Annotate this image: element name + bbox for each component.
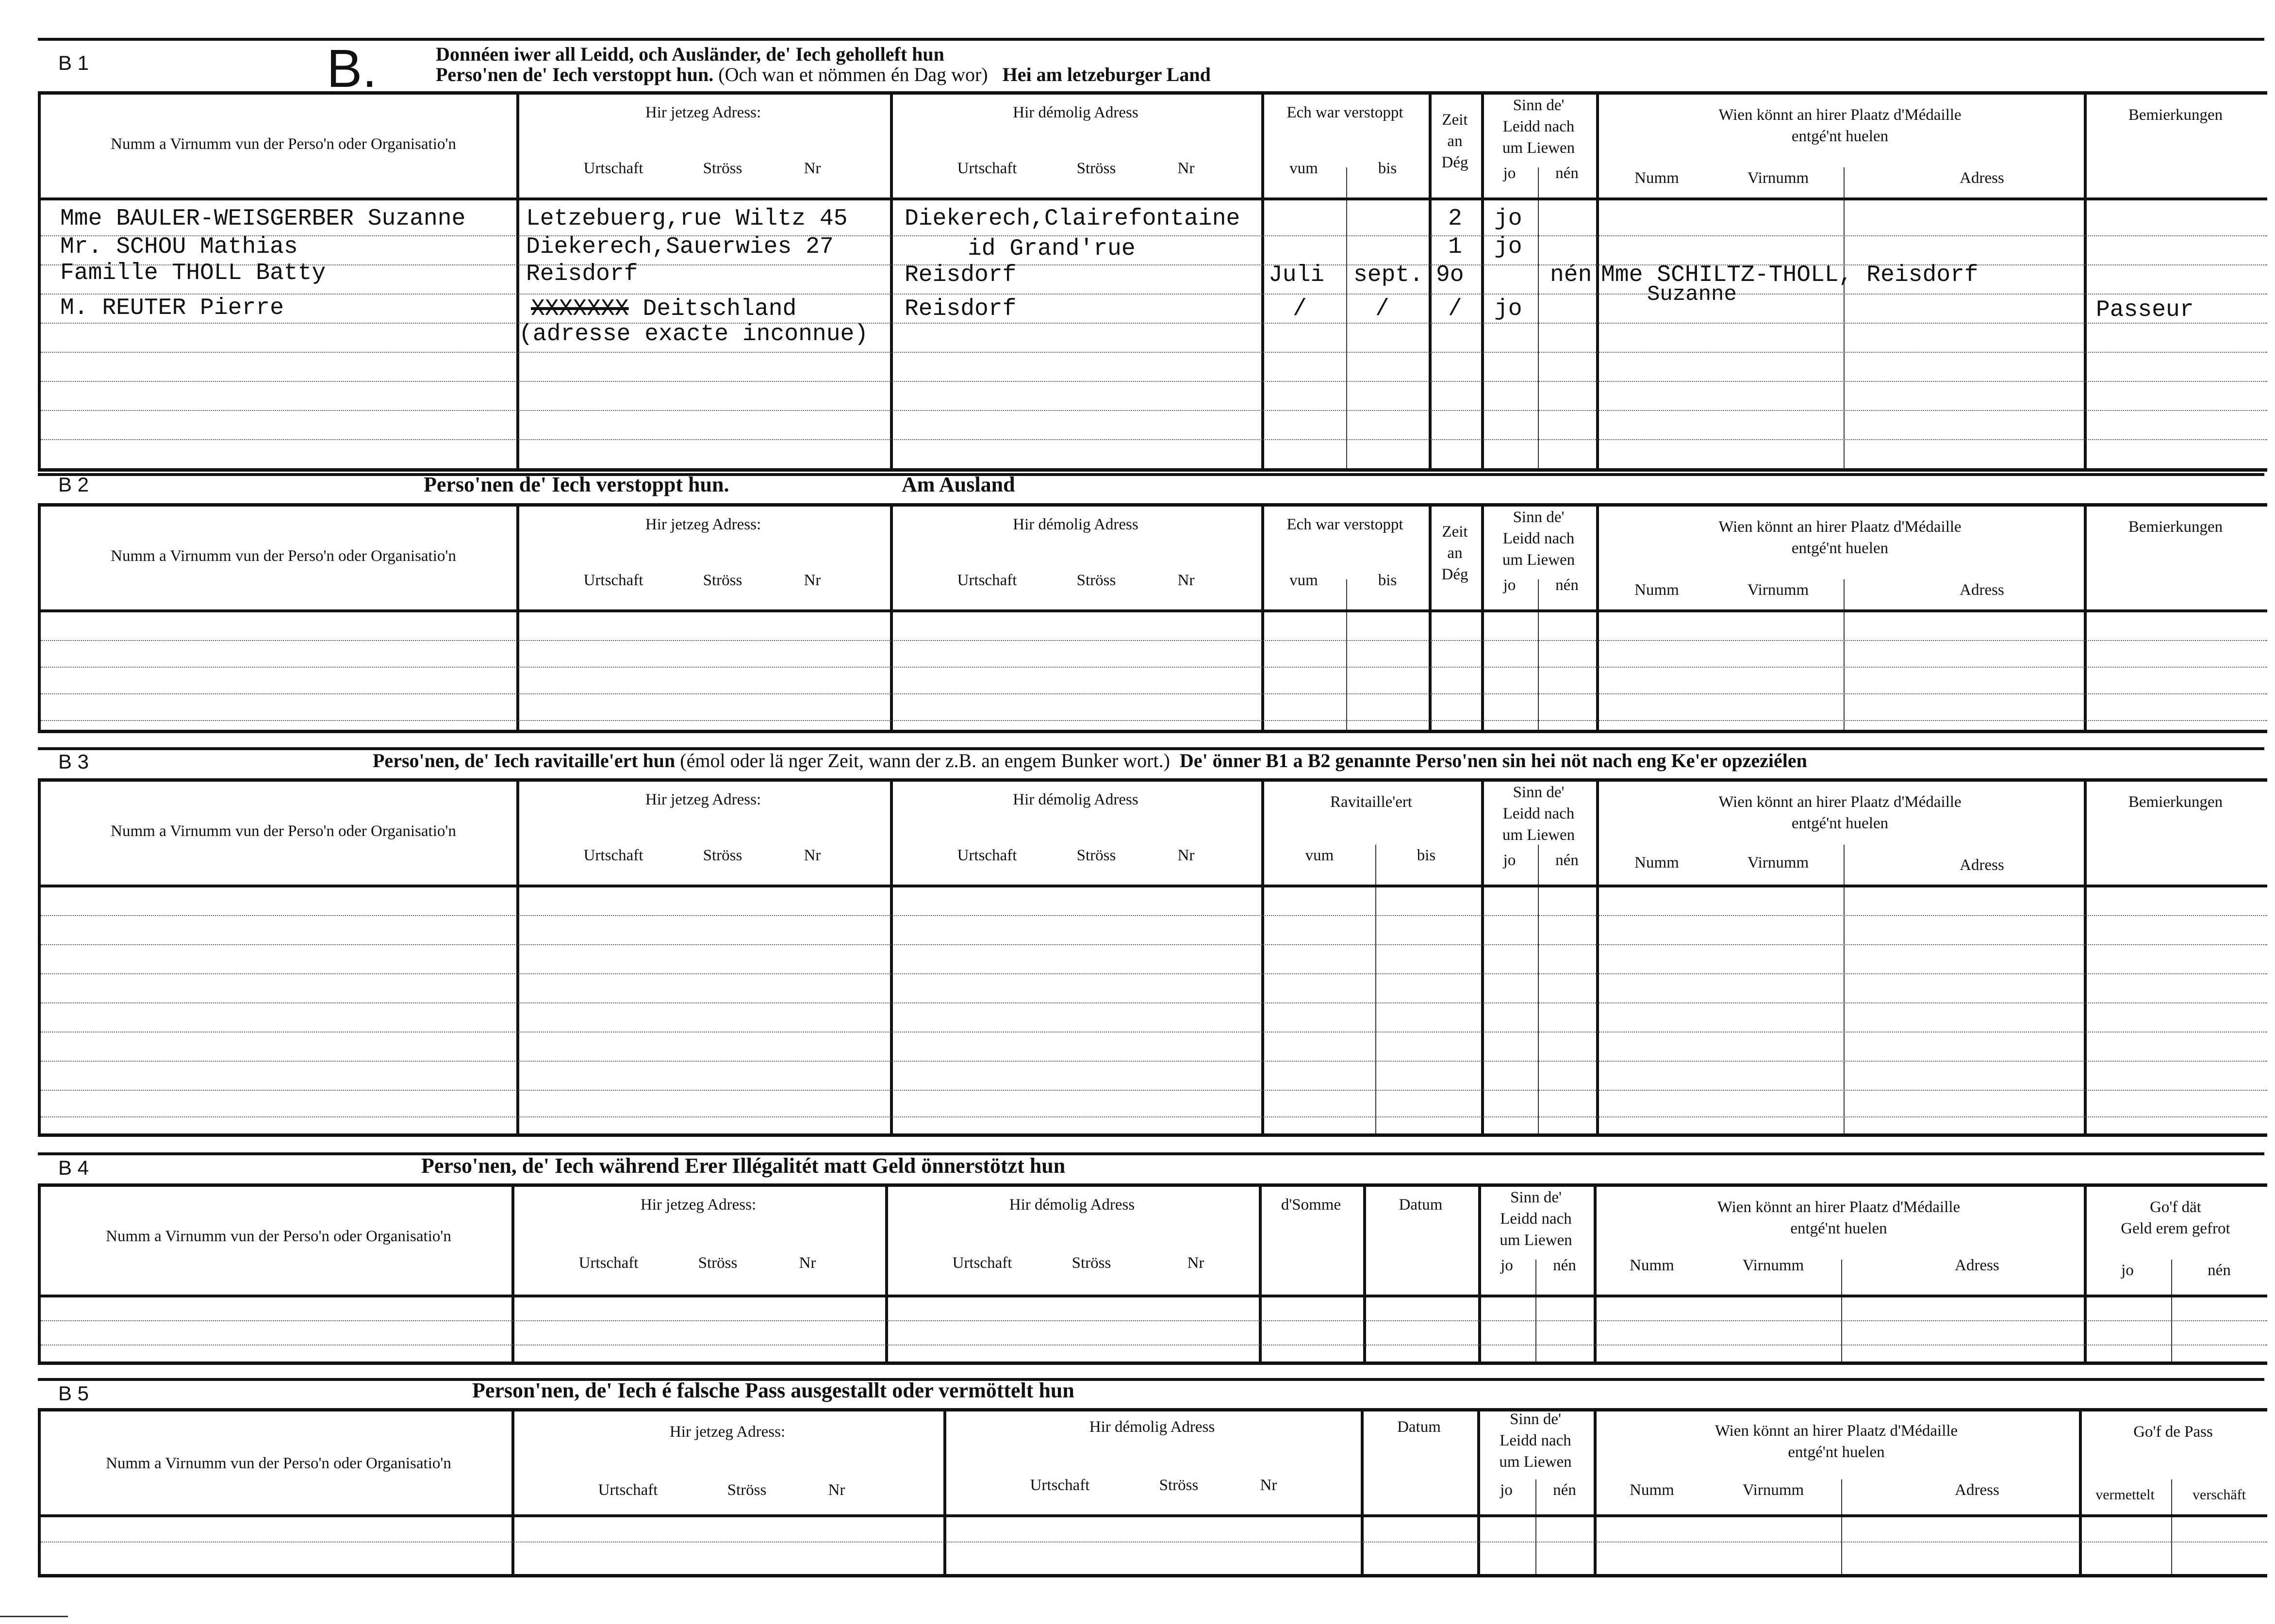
header-firstname: Virnumm xyxy=(1747,581,1809,599)
header-street: Ströss xyxy=(1076,160,1116,177)
col-divider xyxy=(890,507,893,730)
col-divider xyxy=(890,782,893,1133)
header-town: Urtschaft xyxy=(583,160,643,177)
table-row-rule xyxy=(41,1061,2267,1062)
header-town: Urtschaft xyxy=(1030,1476,1090,1494)
table-row-rule xyxy=(41,323,2267,324)
col-divider xyxy=(2084,95,2087,468)
header-former-address: Hir démolig Adress xyxy=(1009,1196,1135,1214)
col-divider xyxy=(516,95,519,468)
header-yes: jo xyxy=(1503,164,1516,182)
header-pass: Go'f de Pass xyxy=(2133,1423,2213,1441)
header-date: Datum xyxy=(1397,1418,1441,1436)
cell-to: sept. xyxy=(1353,262,1424,288)
header-name: Numm a Virnumm vun der Perso'n oder Organisatio'n xyxy=(106,1455,451,1472)
header-medal-1: Wien könnt an hirer Plaatz d'Médaille xyxy=(1718,793,1962,811)
header-money-1: Go'f dät xyxy=(2150,1198,2201,1216)
cell-former-address: Reisdorf xyxy=(905,262,1017,288)
header-time-2: an xyxy=(1447,132,1463,150)
cell-former-address: id Grand'rue xyxy=(968,236,1136,262)
header-no: nén xyxy=(2208,1262,2231,1279)
header-alive-2: Leidd nach xyxy=(1500,1432,1571,1449)
header-current-address: Hir jetzeg Adress: xyxy=(669,1423,786,1441)
header-street: Ströss xyxy=(703,160,742,177)
header-street: Ströss xyxy=(1076,847,1116,864)
cell-alive-yes: jo xyxy=(1494,206,1522,232)
header-address: Adress xyxy=(1960,169,2004,187)
header-alive-3: um Liewen xyxy=(1502,139,1575,157)
table-row-rule xyxy=(41,352,2267,353)
table-row-rule xyxy=(41,640,2267,641)
cell-name: Mr. SCHOU Mathias xyxy=(60,234,298,260)
header-from: vum xyxy=(1289,160,1318,177)
header-nr: Nr xyxy=(1177,572,1195,589)
header-former-address: Hir démolig Adress xyxy=(1089,1418,1215,1436)
header-remarks: Bemierkungen xyxy=(2128,793,2223,811)
cell-former-address: Diekerech,Clairefontaine xyxy=(905,206,1240,232)
section-top-rule xyxy=(38,1152,2264,1155)
header-remarks: Bemierkungen xyxy=(2128,518,2223,536)
header-nr: Nr xyxy=(804,160,821,177)
col-divider xyxy=(1596,782,1599,1133)
subcol-divider xyxy=(1844,167,1845,468)
subcol-divider xyxy=(1346,579,1347,730)
header-bottom-rule xyxy=(41,609,2267,612)
header-alive-2: Leidd nach xyxy=(1500,1210,1572,1228)
col-divider xyxy=(1261,507,1264,730)
table-row-rule xyxy=(41,667,2267,668)
cell-name: M. REUTER Pierre xyxy=(60,295,284,321)
header-to: bis xyxy=(1378,572,1397,589)
header-nr: Nr xyxy=(1177,847,1195,864)
title-text: Perso'nen, de' Iech ravitaille'ert hun xyxy=(373,750,676,771)
cell-current-address: Reisdorf xyxy=(526,261,638,287)
header-from: vum xyxy=(1289,572,1318,589)
cell-days: / xyxy=(1448,296,1462,322)
header-provided: verschäft xyxy=(2193,1487,2246,1503)
section-label: B 1 xyxy=(58,51,89,74)
section-label: B 3 xyxy=(58,750,89,773)
header-nr: Nr xyxy=(799,1254,816,1272)
col-divider xyxy=(1261,782,1264,1133)
header-town: Urtschaft xyxy=(957,847,1017,864)
header-no: nén xyxy=(1553,1481,1576,1499)
section-label: B 4 xyxy=(58,1156,89,1179)
header-bottom-rule xyxy=(41,885,2267,887)
current-address-text: Deitschland xyxy=(643,296,797,322)
header-town: Urtschaft xyxy=(598,1481,658,1499)
cell-current-address xyxy=(531,295,796,323)
header-nr: Nr xyxy=(1187,1254,1204,1272)
cell-name: Famille THOLL Batty xyxy=(60,260,326,286)
header-medal-2: entgé'nt huelen xyxy=(1788,1444,1885,1461)
header-medal-2: entgé'nt huelen xyxy=(1791,128,1889,145)
col-divider xyxy=(1596,95,1599,468)
table-row-rule xyxy=(41,1116,2267,1117)
header-medal-1: Wien könnt an hirer Plaatz d'Médaille xyxy=(1718,518,1962,536)
header-street: Ströss xyxy=(703,572,742,589)
header-date: Datum xyxy=(1399,1196,1443,1214)
header-alive-1: Sinn de' xyxy=(1510,1411,1561,1428)
header-surname: Numm xyxy=(1630,1257,1674,1274)
header-supplied: Ravitaille'ert xyxy=(1330,793,1413,811)
table-row-rule xyxy=(41,294,2267,295)
header-town: Urtschaft xyxy=(583,847,643,864)
cell-alive-no: nén xyxy=(1550,262,1592,288)
subcol-divider xyxy=(1538,579,1539,730)
section-b1 xyxy=(38,38,2264,475)
header-medal-1: Wien könnt an hirer Plaatz d'Médaille xyxy=(1714,1422,1958,1440)
col-divider xyxy=(890,95,893,468)
cell-name: Mme BAULER-WEISGERBER Suzanne xyxy=(60,206,466,232)
header-street: Ströss xyxy=(1072,1254,1111,1272)
table-row-rule xyxy=(41,693,2267,694)
header-former-address: Hir démolig Adress xyxy=(1013,516,1138,533)
bottom-edge-rule xyxy=(0,1616,68,1617)
table-b2 xyxy=(38,503,2267,733)
section-b3 xyxy=(38,747,2264,1150)
header-nr: Nr xyxy=(828,1481,845,1499)
header-medal-1: Wien könnt an hirer Plaatz d'Médaille xyxy=(1717,1198,1961,1216)
header-alive-3: um Liewen xyxy=(1502,826,1575,844)
header-surname: Numm xyxy=(1634,169,1679,187)
table-row-rule xyxy=(41,1002,2267,1003)
col-divider xyxy=(1261,95,1264,468)
title-text: Perso'nen de' Iech verstoppt hun. xyxy=(436,64,714,85)
header-medal-2: entgé'nt huelen xyxy=(1791,540,1889,557)
header-medal-1: Wien könnt an hirer Plaatz d'Médaille xyxy=(1718,106,1962,124)
subcol-divider xyxy=(1346,167,1347,468)
cell-alive-yes: jo xyxy=(1494,296,1522,322)
header-bottom-rule xyxy=(41,1295,2267,1297)
header-nr: Nr xyxy=(804,847,821,864)
section-b4 xyxy=(38,1152,2264,1371)
cell-medal-firstname: Suzanne xyxy=(1647,282,1737,307)
table-b1 xyxy=(38,91,2267,472)
header-remarks: Bemierkungen xyxy=(2128,106,2223,124)
header-current-address: Hir jetzeg Adress: xyxy=(645,104,761,121)
subcol-divider xyxy=(1841,1479,1842,1574)
header-name: Numm a Virnumm vun der Perso'n oder Organisatio'n xyxy=(106,1228,451,1245)
table-b4 xyxy=(38,1183,2267,1365)
section-top-rule xyxy=(38,1378,2264,1381)
cell-medal-name: Mme SCHILTZ-THOLL, Reisdorf xyxy=(1601,262,1978,288)
header-firstname: Virnumm xyxy=(1747,169,1809,187)
header-nr: Nr xyxy=(1177,160,1195,177)
header-to: bis xyxy=(1378,160,1397,177)
table-row-rule xyxy=(41,439,2267,440)
table-b5 xyxy=(38,1408,2267,1577)
title-place: Hei am letzeburger Land xyxy=(1002,64,1211,85)
section-title xyxy=(373,749,1807,772)
header-time-1: Zeit xyxy=(1442,523,1468,541)
cell-from: / xyxy=(1293,296,1307,322)
header-address: Adress xyxy=(1960,856,2004,874)
table-row-rule xyxy=(41,1090,2267,1091)
header-no: nén xyxy=(1555,576,1579,594)
col-divider xyxy=(2084,507,2087,730)
section-title: Perso'nen, de' Iech während Erer Illégalitét matt Geld önnerstötzt hun xyxy=(421,1154,1066,1178)
header-alive-3: um Liewen xyxy=(1502,551,1575,569)
header-time-1: Zeit xyxy=(1442,111,1468,129)
cell-current-address: Diekerech,Sauerwies 27 xyxy=(526,234,834,260)
col-divider xyxy=(516,507,519,730)
header-town: Urtschaft xyxy=(583,572,643,589)
header-yes: jo xyxy=(1500,1481,1513,1499)
cell-days: 9o xyxy=(1436,262,1464,288)
section-big-letter: B. xyxy=(327,39,377,98)
header-name: Numm a Virnumm vun der Perso'n oder Organisatio'n xyxy=(111,135,456,153)
header-medal-2: entgé'nt huelen xyxy=(1791,815,1889,832)
header-time-3: Dég xyxy=(1441,566,1468,583)
title-extra: De' önner B1 a B2 genannte Perso'nen sin hei nöt nach eng Ke'er opzeziélen xyxy=(1179,750,1807,771)
header-time-2: an xyxy=(1447,544,1463,562)
table-row-rule xyxy=(41,973,2267,974)
header-alive-1: Sinn de' xyxy=(1513,97,1565,114)
subcol-divider xyxy=(1844,579,1845,730)
header-former-address: Hir démolig Adress xyxy=(1013,104,1138,121)
section-title-place: Am Ausland xyxy=(902,473,1015,496)
table-row-rule xyxy=(41,381,2267,382)
header-alive-1: Sinn de' xyxy=(1510,1189,1562,1206)
cell-from: Juli xyxy=(1269,262,1325,288)
header-to: bis xyxy=(1417,847,1436,864)
col-divider xyxy=(516,782,519,1133)
header-firstname: Virnumm xyxy=(1742,1481,1804,1499)
header-street: Ströss xyxy=(1076,572,1116,589)
header-yes: jo xyxy=(1503,576,1516,594)
header-address: Adress xyxy=(1955,1481,1999,1499)
table-row-rule xyxy=(41,235,2267,236)
section-b2 xyxy=(38,473,2264,745)
header-alive-2: Leidd nach xyxy=(1502,118,1575,135)
header-time-3: Dég xyxy=(1441,154,1468,171)
subcol-divider xyxy=(1538,167,1539,468)
cell-current-address-line2: (adresse exacte inconnue) xyxy=(519,321,869,347)
header-alive-3: um Liewen xyxy=(1499,1453,1572,1471)
header-surname: Numm xyxy=(1634,854,1679,871)
section-label: B 5 xyxy=(58,1382,89,1405)
cell-former-address: Reisdorf xyxy=(905,296,1017,322)
cell-remarks: Passeur xyxy=(2096,297,2194,323)
section-title-line2 xyxy=(436,63,1211,86)
header-firstname: Virnumm xyxy=(1742,1257,1804,1274)
header-yes: jo xyxy=(1500,1257,1513,1274)
header-town: Urtschaft xyxy=(957,572,1017,589)
header-town: Urtschaft xyxy=(578,1254,639,1272)
header-yes: jo xyxy=(2121,1262,2134,1279)
header-yes: jo xyxy=(1503,852,1516,869)
header-from: vum xyxy=(1305,847,1334,864)
header-alive-1: Sinn de' xyxy=(1513,784,1565,801)
header-bottom-rule xyxy=(41,1514,2267,1517)
table-row-rule xyxy=(41,1032,2267,1033)
header-firstname: Virnumm xyxy=(1747,854,1809,871)
table-row-rule xyxy=(41,410,2267,411)
struck-text: XXXXXXX xyxy=(531,296,629,322)
section-title: Person'nen, de' Iech é falsche Pass ausgestallt oder vermöttelt hun xyxy=(472,1378,1074,1402)
col-divider xyxy=(2084,782,2087,1133)
header-alive-2: Leidd nach xyxy=(1502,805,1575,822)
header-former-address: Hir démolig Adress xyxy=(1013,791,1138,808)
header-no: nén xyxy=(1555,852,1579,869)
header-street: Ströss xyxy=(698,1254,738,1272)
header-alive-3: um Liewen xyxy=(1500,1231,1572,1249)
section-title: Perso'nen de' Iech verstoppt hun. xyxy=(424,473,729,496)
header-no: nén xyxy=(1553,1257,1576,1274)
header-street: Ströss xyxy=(703,847,742,864)
section-title-line1: Donnéen iwer all Leidd, och Ausländer, de' Iech geholleft hun xyxy=(436,43,944,65)
table-row-rule xyxy=(41,720,2267,721)
header-address: Adress xyxy=(1960,581,2004,599)
header-street: Ströss xyxy=(1159,1476,1199,1494)
header-town: Urtschaft xyxy=(952,1254,1012,1272)
header-surname: Numm xyxy=(1630,1481,1674,1499)
header-current-address: Hir jetzeg Adress: xyxy=(645,791,761,808)
header-brokered: vermettelt xyxy=(2095,1487,2155,1503)
header-name: Numm a Virnumm vun der Perso'n oder Organisatio'n xyxy=(111,822,456,840)
cell-days: 1 xyxy=(1448,234,1462,260)
header-bottom-rule xyxy=(41,197,2267,200)
header-current-address: Hir jetzeg Adress: xyxy=(645,516,761,533)
header-hidden: Ech war verstoppt xyxy=(1286,104,1403,121)
header-current-address: Hir jetzeg Adress: xyxy=(640,1196,757,1214)
header-town: Urtschaft xyxy=(957,160,1017,177)
header-street: Ströss xyxy=(727,1481,767,1499)
section-label: B 2 xyxy=(58,473,89,496)
header-address: Adress xyxy=(1955,1257,1999,1274)
cell-days: 2 xyxy=(1448,206,1462,232)
table-row-rule xyxy=(41,1320,2267,1321)
table-b3 xyxy=(38,778,2267,1137)
header-nr: Nr xyxy=(804,572,821,589)
header-sum: d'Somme xyxy=(1281,1196,1341,1214)
title-note: (émol oder lä nger Zeit, wann der z.B. an engem Bunker wort.) xyxy=(680,750,1170,771)
table-row-rule xyxy=(41,915,2267,916)
table-row-rule xyxy=(41,944,2267,945)
header-alive-1: Sinn de' xyxy=(1513,509,1565,526)
header-nr: Nr xyxy=(1260,1476,1277,1494)
header-hidden: Ech war verstoppt xyxy=(1286,516,1403,533)
title-note: (Och wan et nömmen én Dag wor) xyxy=(718,64,988,85)
header-alive-2: Leidd nach xyxy=(1502,530,1575,547)
header-surname: Numm xyxy=(1634,581,1679,599)
header-medal-2: entgé'nt huelen xyxy=(1790,1220,1887,1237)
section-b5 xyxy=(38,1378,2264,1582)
header-money-2: Geld erem gefrot xyxy=(2121,1220,2230,1237)
cell-current-address: Letzebuerg,rue Wiltz 45 xyxy=(526,206,848,232)
header-name: Numm a Virnumm vun der Perso'n oder Organisatio'n xyxy=(111,547,456,565)
header-no: nén xyxy=(1555,164,1579,182)
cell-alive-yes: jo xyxy=(1494,234,1522,260)
subcol-divider xyxy=(1841,1260,1842,1362)
cell-to: / xyxy=(1375,296,1389,322)
section-top-rule xyxy=(38,473,2264,476)
